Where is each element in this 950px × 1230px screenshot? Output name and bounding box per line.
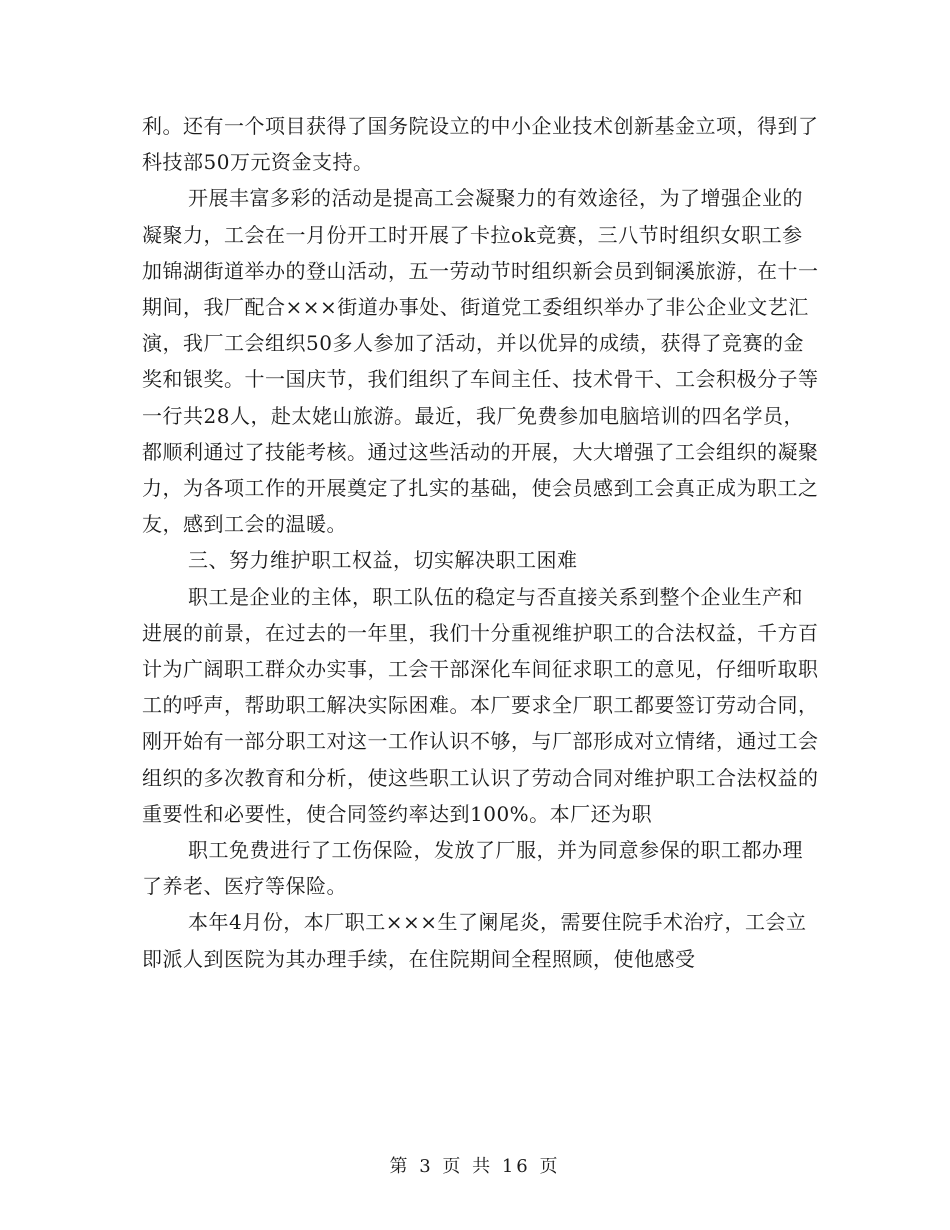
paragraph-hospital: 本年4月份，本厂职工×××生了阑尾炎，需要住院手术治疗，工会立即派人到医院为其办理手续，在住院期间全程照顾，使他感受 [142,910,807,971]
paragraph-rights: 职工是企业的主体，职工队伍的稳定与否直接关系到整个企业生产和进展的前景，在过去的一年里，我们十分重视维护职工的合法权益，千方百计为广阔职工群众办实事，工会干部深化车间征求职工的意见，仔细听取职工的呼声，帮助职工解决实际困难。本厂要求全厂职工都要签订劳动合同，刚开始有一部分职工对这一工作认识不够，与厂部形成对立情绪，通过工会组织的多次教育和分析，使这些职工认识了劳动合同对维护职工合法权益的重要性和必要性，使合同签约率达到100%。本厂还为职 [142,584,819,826]
body-text [142,108,822,977]
section-heading: 三、努力维护职工权益，切实解决职工困难 [188,548,578,573]
paragraph-activities: 开展丰富多彩的活动是提高工会凝聚力的有效途径，为了增强企业的凝聚力，工会在一月份开工时开展了卡拉ok竞赛，三八节时组织女职工参加锦湖街道举办的登山活动，五一劳动节时组织新会员到铜溪旅游，在十一期间，我厂配合×××街道办事处、街道党工委组织举办了非公企业文艺汇演，我厂工会组织50多人参加了活动，并以优异的成绩，获得了竞赛的金奖和银奖。十一国庆节，我们组织了车间主任、技术骨干、工会积极分子等一行共28人，赴太姥山旅游。最近，我厂免费参加电脑培训的四名学员，都顺利通过了技能考核。通过这些活动的开展，大大增强了工会组织的凝聚力，为各项工作的开展奠定了扎实的基础，使会员感到工会真正成为职工之友，感到工会的温暖。 [142,186,819,537]
paragraph-continuation: 利。还有一个项目获得了国务院设立的中小企业技术创新基金立项，得到了科技部50万元资金支持。 [142,114,819,175]
paragraph-insurance: 职工免费进行了工伤保险，发放了厂服，并为同意参保的职工都办理了养老、医疗等保险。 [142,838,803,899]
page-number-footer: 第 3 页 共 16 页 [389,1156,561,1177]
